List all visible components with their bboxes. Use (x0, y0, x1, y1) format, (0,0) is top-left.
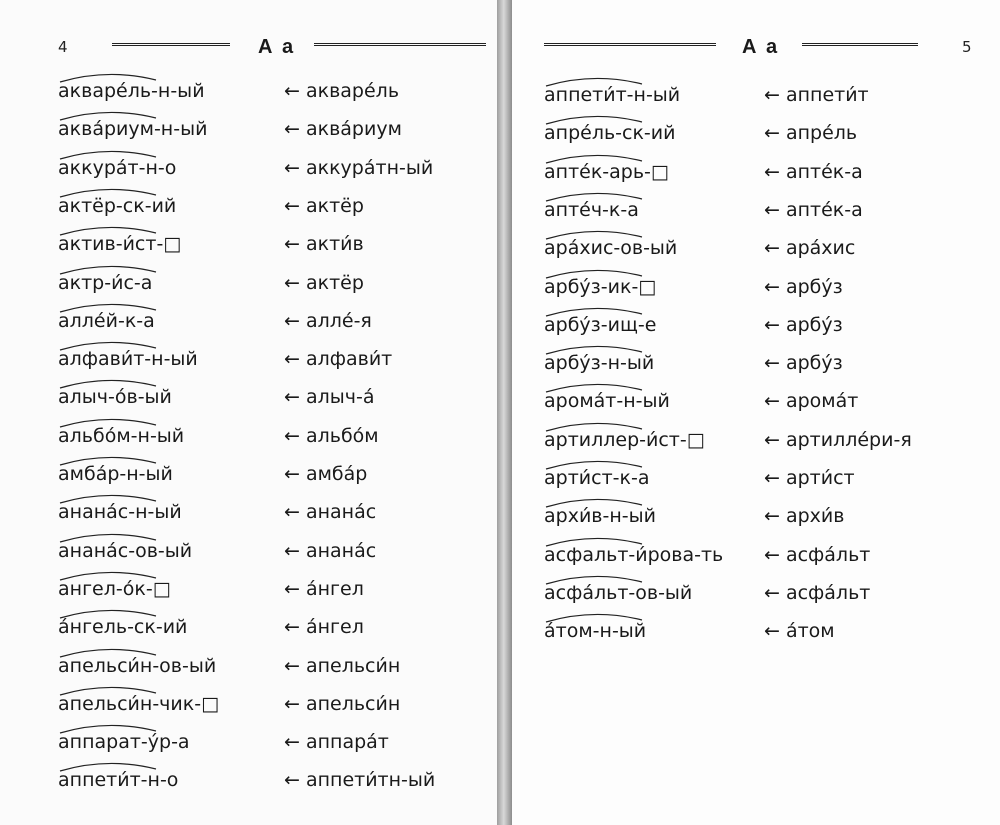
derived-word: асфа́льт-ов-ый (544, 581, 693, 604)
source-word: ← апре́ль (764, 122, 858, 145)
entry-row (58, 757, 478, 795)
page-number: 4 (58, 38, 68, 56)
entry-row (58, 221, 478, 259)
source-word: ← апте́к-а (764, 198, 863, 221)
source-word: ← асфа́льт (764, 543, 871, 566)
source-word: ← альбо́м (284, 424, 379, 447)
entry-row (544, 187, 984, 225)
entry-row (544, 264, 984, 302)
derived-word: актр-и́с-а (58, 271, 153, 294)
source-word: ← апте́к-а (764, 160, 863, 183)
source-word: ← аппети́тн-ый (284, 769, 436, 792)
source-word: ← артилле́ри-я (764, 428, 912, 451)
derived-word: артиллер-и́ст-□ (544, 428, 705, 451)
entry-row (58, 451, 478, 489)
derived-word: алле́й-к-а (58, 309, 155, 332)
header-rule-left (544, 43, 716, 46)
entry-row (58, 719, 478, 757)
source-word: ← аппара́т (284, 731, 389, 754)
source-word: ← апельси́н (284, 692, 401, 715)
source-word: ← актёр (284, 271, 364, 294)
derived-word: аккура́т-н-о (58, 156, 177, 179)
source-word: ← анана́с (284, 539, 377, 562)
derived-word: апте́к-арь-□ (544, 160, 669, 183)
source-word: ← анана́с (284, 501, 377, 524)
page-number: 5 (962, 38, 972, 56)
source-word: ← архи́в (764, 505, 845, 528)
entry-row (544, 340, 984, 378)
left-page (0, 0, 497, 825)
derived-word: а́нгель-ск-ий (58, 616, 188, 639)
derived-word: арома́т-н-ый (544, 390, 670, 413)
header-rule-right (314, 43, 486, 46)
source-word: ← актёр (284, 194, 364, 217)
entry-row (58, 183, 478, 221)
source-word: ← арбу́з (764, 313, 843, 336)
entry-row (58, 489, 478, 527)
source-word: ← а́том (764, 620, 835, 643)
entry-row (58, 260, 478, 298)
source-word: ← арома́т (764, 390, 859, 413)
derived-word: аппарат-у́р-а (58, 731, 190, 754)
derived-word: а́том-н-ый (544, 620, 647, 643)
entry-row (544, 455, 984, 493)
derived-word: алыч-о́в-ый (58, 386, 172, 409)
derived-word: апельси́н-чик-□ (58, 692, 220, 715)
source-word: ← акваре́ль (284, 80, 400, 102)
derived-word: алфави́т-н-ый (58, 348, 198, 371)
derived-word: ара́хис-ов-ый (544, 237, 678, 260)
page-header: А а (258, 36, 296, 58)
source-word: ← алфави́т (284, 348, 393, 371)
right-page (512, 0, 1000, 825)
derived-word: анана́с-н-ый (58, 501, 182, 524)
source-word: ← алыч-а́ (284, 386, 375, 409)
derived-word: апте́ч-к-а (544, 198, 639, 221)
derived-word: архи́в-н-ый (544, 505, 656, 528)
page-header: А а (742, 36, 780, 58)
source-word: ← апельси́н (284, 654, 401, 677)
entry-row (544, 302, 984, 340)
entry-row (58, 68, 478, 106)
derived-word: анана́с-ов-ый (58, 539, 193, 562)
derived-word: арбу́з-н-ый (544, 352, 655, 375)
derived-word: аква́риум-н-ый (58, 118, 208, 141)
derived-word: акваре́ль-н-ый (58, 80, 205, 102)
source-word: ← асфа́льт (764, 581, 871, 604)
source-word: ← акти́в (284, 233, 364, 256)
source-word: ← арбу́з (764, 275, 843, 298)
derived-word: актив-и́ст-□ (58, 233, 182, 256)
entry-row (544, 532, 984, 570)
entry-row (58, 604, 478, 642)
derived-word: актёр-ск-ий (58, 194, 177, 217)
source-word: ← а́нгел (284, 577, 364, 600)
derived-word: арти́ст-к-а (544, 467, 650, 489)
header-rule-right (802, 43, 918, 46)
source-word: ← ара́хис (764, 237, 856, 260)
entry-row (544, 417, 984, 455)
source-word: ← аква́риум (284, 118, 402, 141)
entry-row (58, 643, 478, 681)
entry-row (58, 413, 478, 451)
derived-word: ангел-о́к-□ (58, 577, 171, 600)
derived-word: альбо́м-н-ый (58, 424, 185, 447)
entry-row (544, 378, 984, 416)
source-word: ← а́нгел (284, 616, 364, 639)
entry-row (58, 298, 478, 336)
derived-word: арбу́з-ик-□ (544, 275, 657, 298)
entry-row (58, 681, 478, 719)
entry-row (544, 72, 984, 110)
entry-row (544, 493, 984, 531)
header-rule-left (112, 43, 230, 46)
source-word: ← алле́-я (284, 309, 372, 332)
entry-row (58, 336, 478, 374)
book-spine (497, 0, 512, 825)
entry-row (58, 374, 478, 412)
derived-word: апре́ль-ск-ий (544, 122, 676, 145)
source-word: ← аккура́тн-ый (284, 156, 434, 179)
source-word: ← арбу́з (764, 352, 843, 375)
entry-row (544, 570, 984, 608)
derived-word: аппети́т-н-ый (544, 84, 681, 106)
entry-row (544, 149, 984, 187)
derived-word: аппети́т-н-о (58, 769, 179, 792)
source-word: ← аппети́т (764, 84, 869, 106)
entry-row (58, 566, 478, 604)
entry-row (58, 106, 478, 144)
source-word: ← арти́ст (764, 467, 855, 489)
entry-row (544, 608, 984, 646)
entry-row (58, 145, 478, 183)
derived-word: апельси́н-ов-ый (58, 654, 217, 677)
entry-row (58, 528, 478, 566)
derived-word: амба́р-н-ый (58, 463, 173, 485)
entry-row (544, 110, 984, 148)
derived-word: асфальт-и́рова-ть (544, 543, 724, 566)
entry-row (544, 225, 984, 263)
source-word: ← амба́р (284, 463, 368, 485)
derived-word: арбу́з-ищ-е (544, 313, 657, 336)
